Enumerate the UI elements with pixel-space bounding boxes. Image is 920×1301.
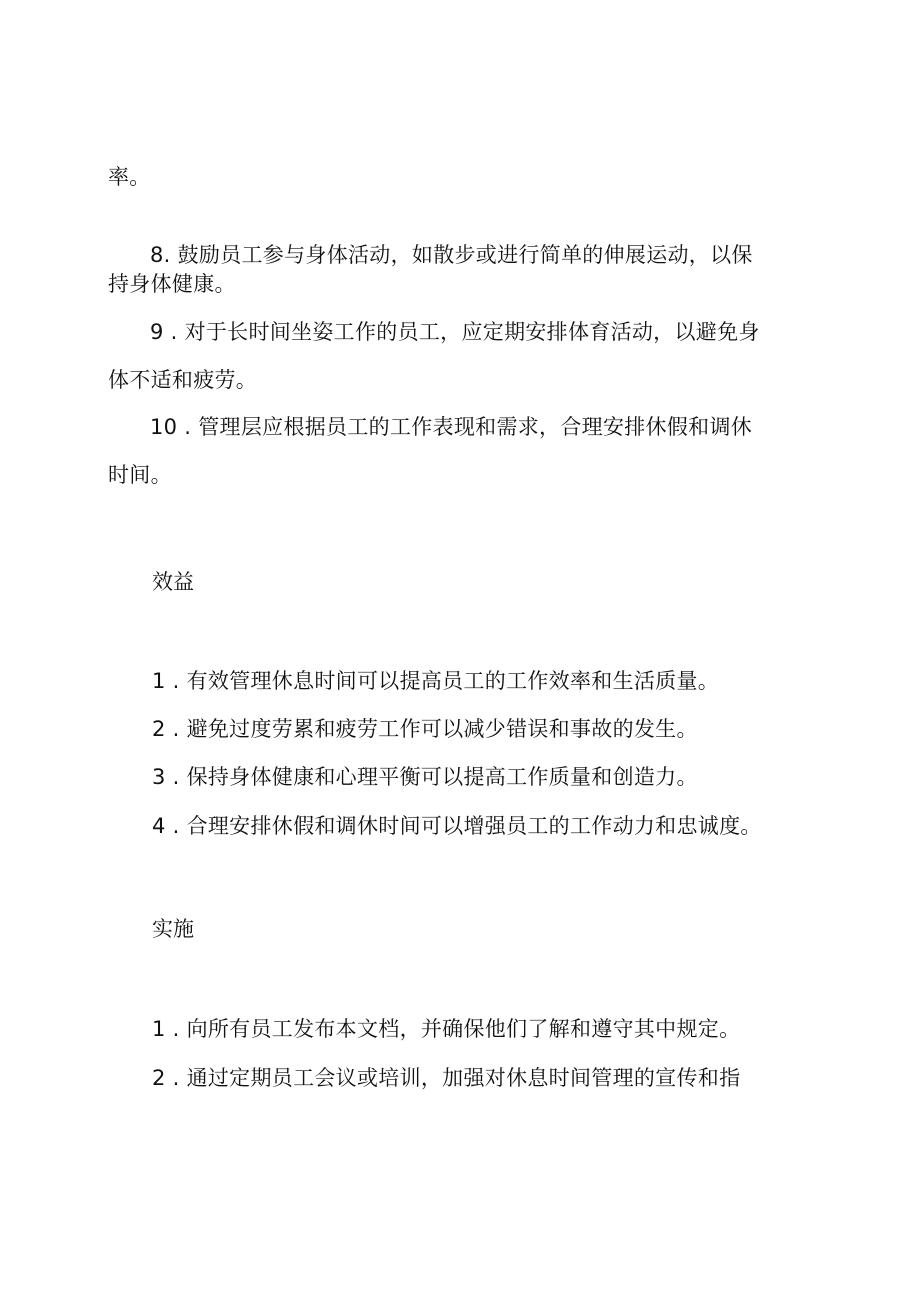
benefit-item-4: 4 . 合理安排休假和调休时间可以增强员工的工作动力和忠诚度。 [152, 814, 762, 838]
benefit-item-1: 1 . 有效管理休息时间可以提高员工的工作效率和生活质量。 [152, 669, 720, 693]
list-item-10-line-1: 10 . 管理层应根据员工的工作表现和需求，合理安排休假和调休 [150, 415, 753, 439]
benefit-item-3: 3 . 保持身体健康和心理平衡可以提高工作质量和创造力。 [152, 765, 698, 789]
section-heading-benefits: 效益 [152, 570, 194, 594]
list-item-8-line-1: 8. 鼓励员工参与身体活动，如散步或进行简单的伸展运动，以保 [150, 243, 753, 267]
section-heading-implementation: 实施 [152, 917, 194, 941]
list-item-9-line-2: 体不适和疲劳。 [108, 368, 258, 392]
list-item-9-line-1: 9 . 对于长时间坐姿工作的员工，应定期安排体育活动，以避免身 [150, 320, 760, 344]
paragraph-continuation: 率。 [108, 165, 151, 189]
implementation-item-2: 2 . 通过定期员工会议或培训，加强对休息时间管理的宣传和指 [152, 1066, 741, 1090]
list-item-10-line-2: 时间。 [108, 463, 172, 487]
list-item-8-line-2: 持身体健康。 [108, 272, 236, 296]
implementation-item-1: 1 . 向所有员工发布本文档，并确保他们了解和遵守其中规定。 [152, 1017, 741, 1041]
benefit-item-2: 2 . 避免过度劳累和疲劳工作可以减少错误和事故的发生。 [152, 717, 698, 741]
